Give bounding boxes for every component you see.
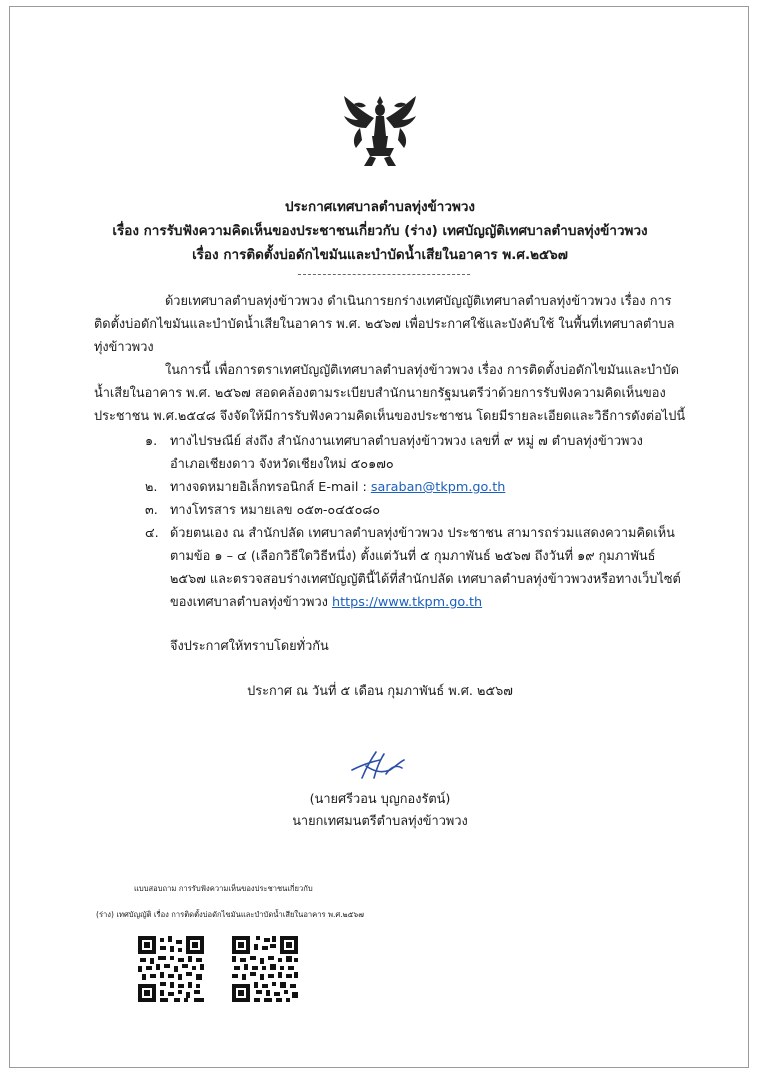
header-title: ประกาศเทศบาลตำบลทุ่งข้าวพวง — [284, 199, 476, 215]
item-4-line-2: ตามข้อ ๑ – ๔ (เลือกวิธีใดวิธีหนึ่ง) ตั้งแต่วันที่ ๕ กุมภาพันธ์ ๒๕๖๗ ถึงวันที่ ๑๙ กุมภาพันธ์ — [170, 549, 656, 564]
paragraph-2-line-3: ประชาชน พ.ศ.๒๕๔๘ จึงจัดให้มีการรับฟังความคิดเห็นของประชาชน โดยมีรายละเอียดและวิธีการดังต่อไปนี้ — [94, 409, 686, 424]
item-1-line-1: ทางไปรษณีย์ ส่งถึง สำนักงานเทศบาลตำบลทุ่งข้าวพวง เลขที่ ๙ หมู่ ๗ ตำบลทุ่งข้าวพวง — [170, 434, 643, 449]
paragraph-1-line-1: ด้วยเทศบาลตำบลทุ่งข้าวพวง ดำเนินการยกร่างเทศบัญญัติเทศบาลตำบลทุ่งข้าวพวง เรื่อง การ — [165, 294, 672, 309]
item-2-number: ๒. — [145, 480, 158, 495]
signature-icon — [346, 748, 410, 784]
signatory-position: นายกเทศมนตรีตำบลทุ่งข้าวพวง — [292, 814, 468, 829]
email-link[interactable]: saraban@tkpm.go.th — [370, 480, 506, 495]
closing-text: จึงประกาศให้ทราบโดยทั่วกัน — [170, 639, 329, 654]
qr-code-icon[interactable] — [138, 936, 204, 1002]
paragraph-2-line-1: ในการนี้ เพื่อการตราเทศบัญญัติเทศบาลตำบลทุ่งข้าวพวง เรื่อง การติดตั้งบ่อดักไขมันและบำบัด — [165, 363, 679, 378]
announcement-date: ประกาศ ณ วันที่ ๕ เดือน กุมภาพันธ์ พ.ศ. ๒๕๖๗ — [247, 684, 513, 699]
footer-note-2: (ร่าง) เทศบัญญัติ เรื่อง การติดตั้งบ่อดักไขมันและบำบัดน้ำเสียในอาคาร พ.ศ.๒๕๖๗ — [96, 910, 364, 919]
divider — [298, 274, 470, 275]
item-1-number: ๑. — [145, 434, 158, 449]
item-4-line-3: ๒๕๖๗ และตรวจสอบร่างเทศบัญญัตินี้ได้ที่สำนักปลัด เทศบาลตำบลทุ่งข้าวพวงหรือทางเว็บไซต์ — [170, 572, 681, 587]
qr-code-icon[interactable] — [232, 936, 298, 1002]
signatory-name: (นายศรีวอน บุญกองรัตน์) — [309, 792, 451, 807]
header-subject-2: เรื่อง การติดตั้งบ่อดักไขมันและบำบัดน้ำเสียในอาคาร พ.ศ.๒๕๖๗ — [192, 247, 568, 263]
item-1-line-2: อำเภอเชียงดาว จังหวัดเชียงใหม่ ๕๐๑๗๐ — [170, 457, 394, 472]
paragraph-1-line-2: ติดตั้งบ่อดักไขมันและบำบัดน้ำเสียในอาคาร พ.ศ. ๒๕๖๗ เพื่อประกาศใช้และบังคับใช้ ในพื้นที่เทศบาลตำบล — [94, 317, 675, 332]
item-2-line — [170, 476, 505, 499]
item-2-text: ทางจดหมายอิเล็กทรอนิกส์ E-mail : — [170, 480, 371, 495]
website-link[interactable]: https://www.tkpm.go.th — [331, 595, 483, 610]
garuda-emblem-icon — [340, 92, 420, 172]
item-3-number: ๓. — [145, 503, 158, 518]
paragraph-2-line-2: น้ำเสียในอาคาร พ.ศ. ๒๕๖๗ สอดคล้องตามระเบียบสำนักนายกรัฐมนตรีว่าด้วยการรับฟังความคิดเห็นของ — [94, 386, 666, 401]
header-subject: เรื่อง การรับฟังความคิดเห็นของประชาชนเกี่ยวกับ (ร่าง) เทศบัญญัติเทศบาลตำบลทุ่งข้าวพวง — [112, 223, 648, 239]
item-4-line-4 — [170, 591, 482, 614]
item-4-last-text: ของเทศบาลตำบลทุ่งข้าวพวง — [170, 595, 332, 610]
item-4-number: ๔. — [145, 526, 159, 541]
footer-note-1: แบบสอบถาม การรับฟังความเห็นของประชาชนเกี่ยวกับ — [134, 884, 313, 893]
item-3-line: ทางโทรสาร หมายเลข ๐๕๓-๐๔๕๐๘๐ — [170, 503, 381, 518]
paragraph-1-line-3: ทุ่งข้าวพวง — [94, 340, 154, 355]
item-4-line-1: ด้วยตนเอง ณ สำนักปลัด เทศบาลตำบลทุ่งข้าวพวง ประชาชน สามารถร่วมแสดงความคิดเห็น — [170, 526, 675, 541]
